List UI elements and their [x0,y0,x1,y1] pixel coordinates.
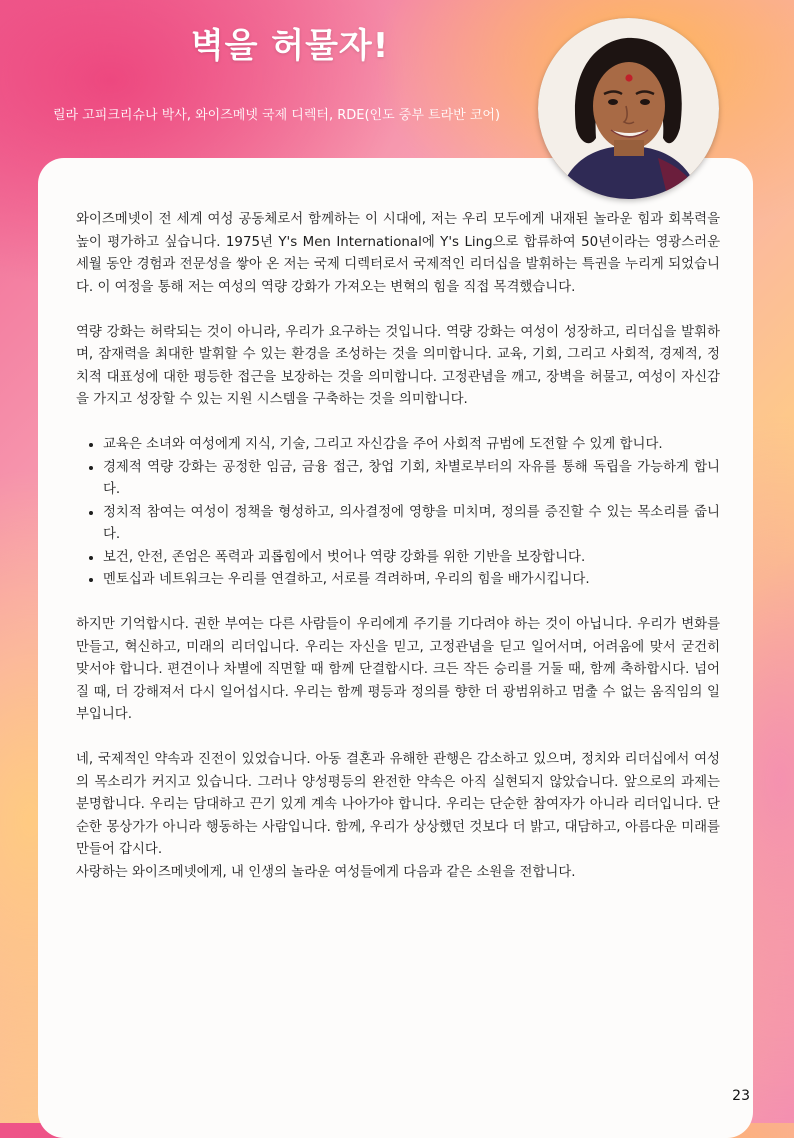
bullet-list [76,434,720,592]
list-item: • 경제적 역량 강화는 공정한 임금, 금융 접근, 창업 기회, 차별로부터의 자유를 통해 독립을 가능하게 합니다. [103,457,720,502]
paragraph-empowerment: 역량 강화는 허락되는 것이 아니라, 우리가 요구하는 것입니다. 역량 강화는 여성이 성장하고, 리더십을 발휘하며, 잠재력을 최대한 발휘할 수 있는 환경을 조성하는 것을 의미합니다. 교육, 기회, 그리고 사회적, 경제적, 정치적 대표성에 대한 평등한 접근을 보장하는 것을 의미합니다. 고정관념을 깨고, 장벽을 허물고, 여성이 자신감을 가지고 성장할 수 있는 지원 시스템을 구축하는 것을 의미합니다. [76,324,720,407]
author-byline: 릴라 고피크리슈나 박사, 와이즈메넷 국제 디렉터, RDE(인도 중부 트라반 코어) [53,108,501,123]
list-item: • 멘토십과 네트워크는 우리를 연결하고, 서로를 격려하며, 우리의 힘을 배가시킵니다. [103,569,720,592]
article-body [76,209,720,884]
paragraph-remember: 하지만 기억합시다. 권한 부여는 다른 사람들이 우리에게 주기를 기다려야 하는 것이 아닙니다. 우리가 변화를 만들고, 혁신하고, 미래의 리더입니다. 우리는 자신을 믿고, 고정관념을 딛고 일어서며, 어려움에 맞서 굳건히 맞서야 합니다. 편견이나 차별에 직면할 때 함께 단결합시다. 크든 작든 승리를 거둘 때, 함께 축하합시다. 넘어질 때, 더 강해져서 다시 일어섭시다. 우리는 함께 평등과 정의를 향한 더 광범위하고 멈출 수 없는 움직임의 일부입니다. [76,617,720,722]
paragraph-wishes: 사랑하는 와이즈메넷에게, 내 인생의 놀라운 여성들에게 다음과 같은 소원을 전합니다. [76,864,576,880]
paragraph-progress: 네, 국제적인 약속과 진전이 있었습니다. 아동 결혼과 유해한 관행은 감소하고 있으며, 정치와 리더십에서 여성의 목소리가 커지고 있습니다. 그러나 양성평등의 완전한 약속은 아직 실현되지 않았습니다. 앞으로의 과제는 분명합니다. 우리는 담대하고 끈기 있게 계속 나아가야 합니다. 우리는 단순한 참여자가 아니라 리더입니다. 단순한 몽상가가 아니라 행동하는 사람입니다. 함께, 우리가 상상했던 것보다 더 밝고, 대담하고, 아름다운 미래를 만들어 갑시다. [76,752,720,857]
page-number: 23 [732,1088,750,1104]
paragraph-intro: 와이즈메넷이 전 세계 여성 공동체로서 함께하는 이 시대에, 저는 우리 모두에게 내재된 놀라운 힘과 회복력을 높이 평가하고 싶습니다. 1975년 Y's Men International에 Y's Ling으로 합류하여 50년이라는 영광스러운 세월 동안 경험과 전문성을 쌓아 온 저는 국제 디렉터로서 국제적인 리더십을 발휘하는 특권을 누리게 되었습니다. 이 여정을 통해 저는 여성의 역량 강화가 가져오는 변혁의 힘을 직접 목격했습니다. [76,212,720,295]
page-title: 벽을 허물자! [190,26,390,66]
list-item: • 정치적 참여는 여성이 정책을 형성하고, 의사결정에 영향을 미치며, 정의를 증진할 수 있는 목소리를 줍니다. [103,502,720,547]
list-item: • 교육은 소녀와 여성에게 지식, 기술, 그리고 자신감을 주어 사회적 규범에 도전할 수 있게 합니다. [103,434,720,457]
author-portrait-icon [538,18,719,199]
list-item: • 보건, 안전, 존엄은 폭력과 괴롭힘에서 벗어나 역량 강화를 위한 기반을 보장합니다. [103,547,720,570]
